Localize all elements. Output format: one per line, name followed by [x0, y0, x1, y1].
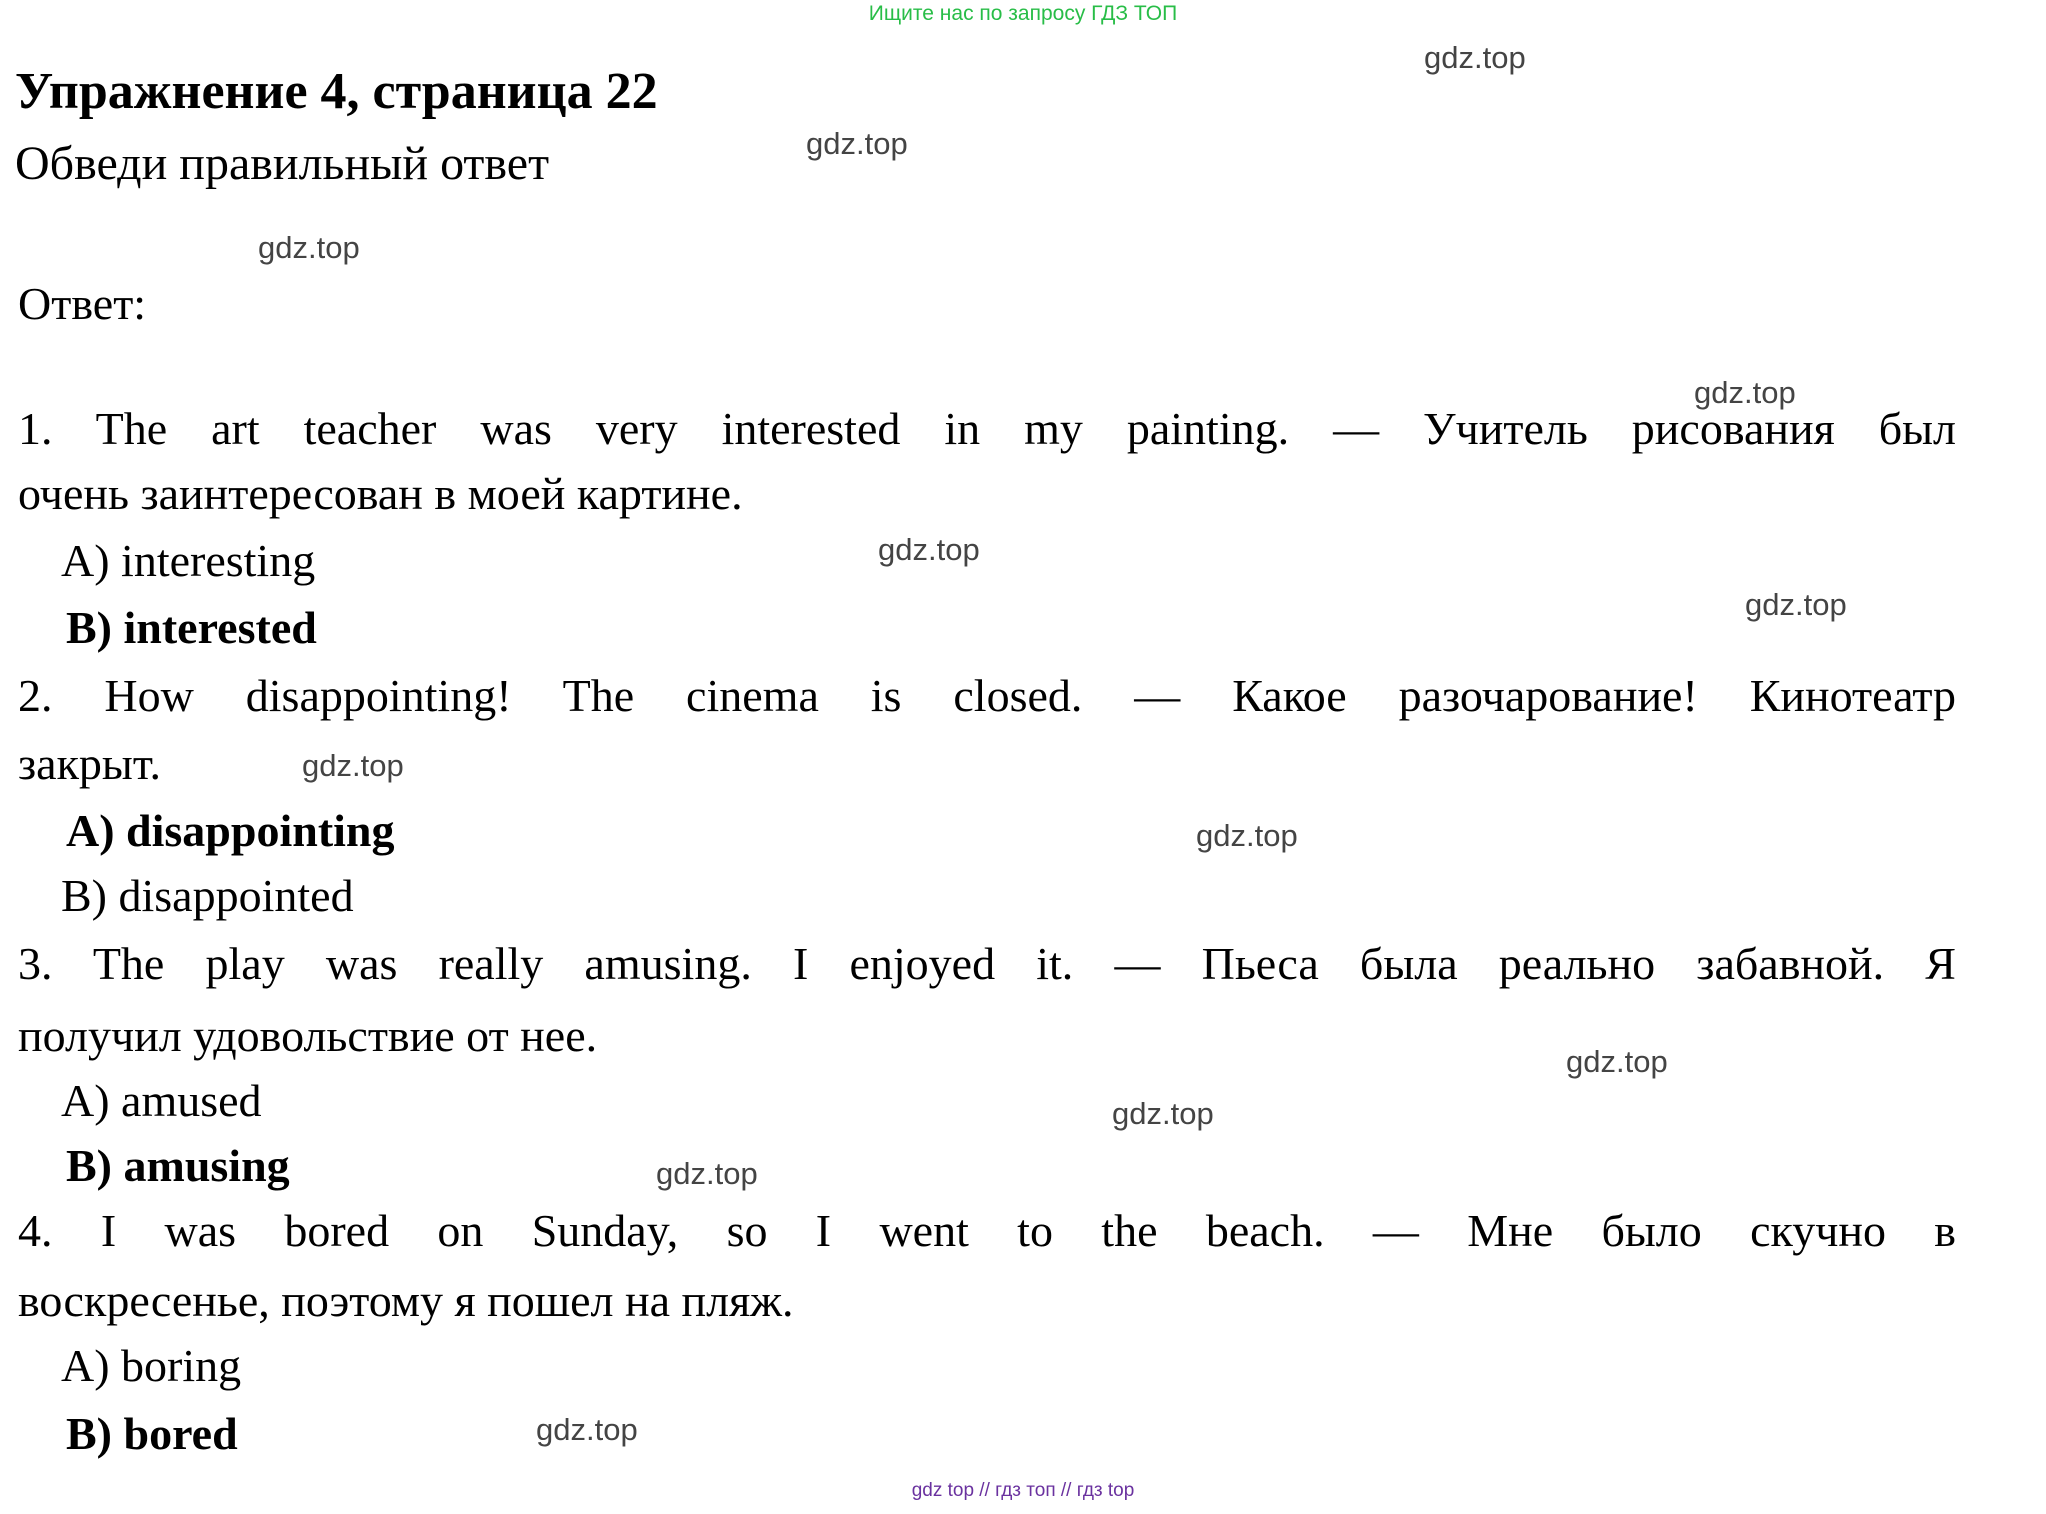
gdz-watermark: gdz.top	[536, 1412, 638, 1447]
task-instruction: Обведи правильный ответ	[15, 137, 550, 190]
item-2-sentence-cont: закрыт.	[18, 738, 161, 789]
item-3-option-a: A) amused	[61, 1075, 262, 1126]
gdz-watermark: gdz.top	[1112, 1096, 1214, 1131]
item-4-option-b: B) bored	[66, 1408, 238, 1459]
item-3-sentence: 3. The play was really amusing. I enjoyed it. — Пьеса была реально забавной. Я	[18, 938, 1956, 989]
gdz-watermark: gdz.top	[1745, 587, 1847, 622]
footer-links: gdz top // гдз топ // гдз top	[911, 1480, 1135, 1501]
page-title: Упражнение 4, страница 22	[15, 63, 658, 120]
gdz-watermark: gdz.top	[1196, 818, 1298, 853]
gdz-watermark: gdz.top	[1424, 40, 1526, 75]
gdz-watermark: gdz.top	[1566, 1044, 1668, 1079]
gdz-watermark: gdz.top	[806, 126, 908, 161]
item-1-option-b: B) interested	[66, 602, 317, 653]
gdz-watermark: gdz.top	[1694, 375, 1796, 410]
item-3-sentence-cont: получил удовольствие от нее.	[18, 1010, 598, 1061]
item-1-sentence: 1. The art teacher was very interested in my painting. — Учитель рисования был	[18, 403, 1956, 454]
gdz-watermark: gdz.top	[258, 230, 360, 265]
item-1-sentence-cont: очень заинтересован в моей картине.	[18, 468, 743, 519]
item-4-sentence: 4. I was bored on Sunday, so I went to the beach. — Мне было скучно в	[18, 1205, 1956, 1256]
site-banner-text: Ищите нас по запросу ГДЗ ТОП	[868, 2, 1178, 25]
item-1-option-a: A) interesting	[61, 535, 316, 586]
item-2-sentence: 2. How disappointing! The cinema is closed. — Какое разочарование! Кинотеатр	[18, 670, 1956, 721]
gdz-watermark: gdz.top	[878, 532, 980, 567]
item-4-sentence-cont: воскресенье, поэтому я пошел на пляж.	[18, 1275, 794, 1326]
item-3-option-b: B) amusing	[66, 1140, 290, 1191]
gdz-watermark: gdz.top	[302, 748, 404, 783]
item-2-option-b: B) disappointed	[61, 870, 354, 921]
item-4-option-a: A) boring	[61, 1340, 242, 1391]
answer-label: Ответ:	[18, 278, 147, 329]
gdz-watermark: gdz.top	[656, 1156, 758, 1191]
item-2-option-a: A) disappointing	[66, 805, 395, 856]
